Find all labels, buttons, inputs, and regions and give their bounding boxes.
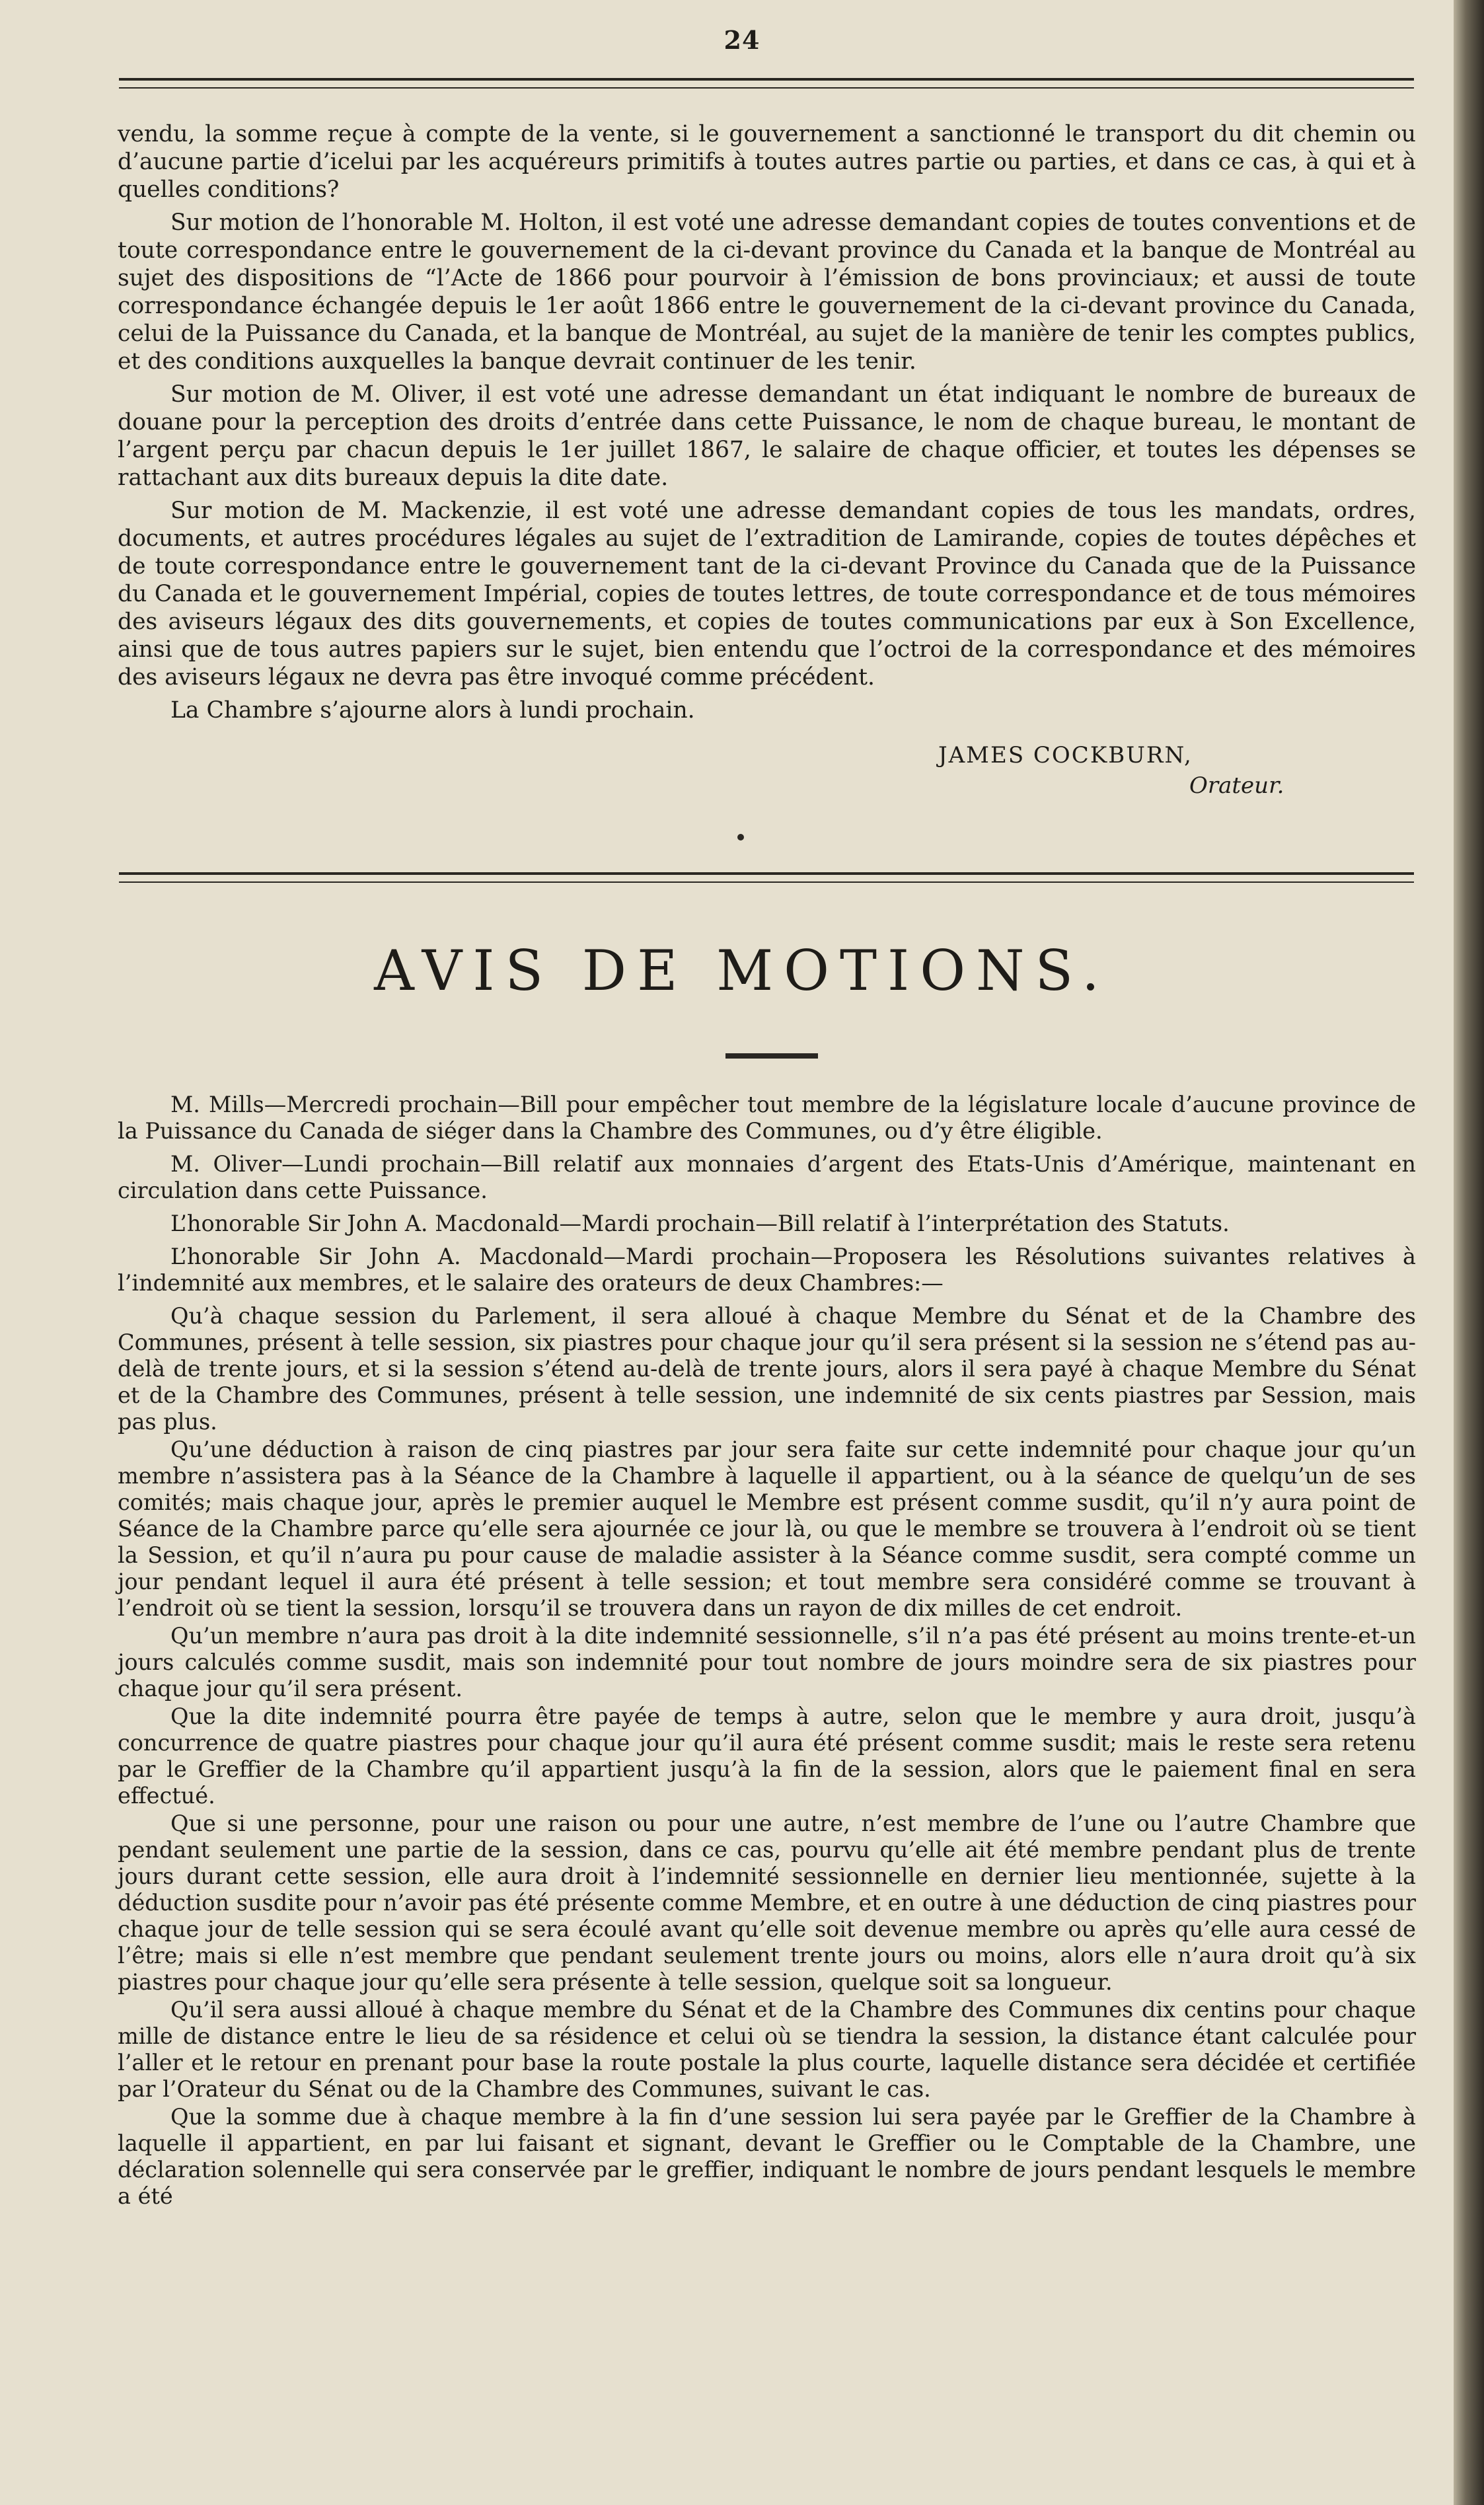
section-divider [119,872,1414,883]
ornament-dot [737,834,744,841]
motion-paragraph: M. Mills—Mercredi prochain—Bill pour empêcher tout membre de la législature locale d’aucune province de la Puissance du Canada de siéger dans la Chambre des Communes, ou d’y être éligible. [118,1092,1416,1144]
signature-block [938,740,1335,801]
motion-paragraph: L’honorable Sir John A. Macdonald—Mardi prochain—Bill relatif à l’interprétation des Statuts. [170,1211,1230,1236]
motion-paragraph: M. Oliver—Lundi prochain—Bill relatif aux monnaies d’argent des Etats-Unis d’Amérique, maintenant en circulation dans cette Puissance. [118,1151,1416,1203]
motion-paragraph: Qu’il sera aussi alloué à chaque membre du Sénat et de la Chambre des Communes dix centins pour chaque mille de distance entre le lieu de sa résidence et celui où se tiendra la session, la distance étant calculée pour l’aller et le retour en prenant pour base la route postale la plus courte, laquelle distance sera décidée et certifiée par l’Orateur du Sénat ou de la Chambre des Communes, suivant le cas. [118,1997,1416,2102]
motions-text [118,1092,1416,2211]
paragraph: Sur motion de M. Mackenzie, il est voté une adresse demandant copies de tous les mandats, ordres, documents, et autres procédures légales au sujet de l’extradition de Lamirande, copies de toutes dépêches et de toute correspondance entre le gouvernement tant de la ci-devant Province du Canada que de la Puissance du Canada et le gouvernement Impérial, copies de toutes lettres, de toute correspondance et de tous mémoires des aviseurs légaux des dits gouvernements, et copies de toutes communications par eux à Son Excellence, ainsi que de tous autres papiers sur le sujet, bien entendu que l’octroi de la correspondance et des mémoires des aviseurs légaux ne devra pas être invoqué comme précédent. [118,498,1416,691]
top-divider [119,78,1414,89]
signatory-title: Orateur. [1189,772,1284,799]
paragraph: Sur motion de M. Oliver, il est voté une adresse demandant un état indiquant le nombre de bureaux de douane pour la perception des droits d’entrée dans cette Puissance, le nom de chaque bureau, le montant de l’argent perçu par chacun depuis le 1er juillet 1867, le salaire de chaque officier, et toutes les dépenses se rattachant aux dits bureaux depuis la dite date. [118,381,1416,491]
page-number: 24 [723,25,761,55]
paragraph: vendu, la somme reçue à compte de la vente, si le gouvernement a sanctionné le transport du dit chemin ou d’aucune partie d’icelui par les acquéreurs primitifs à toutes autres partie ou parties, et dans ce cas, à qui et à quelles conditions? [118,121,1416,203]
proceedings-text [118,120,1416,729]
signatory-name: JAMES COCKBURN, [938,742,1193,768]
motion-paragraph: Qu’à chaque session du Parlement, il sera alloué à chaque Membre du Sénat et de la Chambre des Communes, présent à telle session, six piastres pour chaque jour qu’il sera présent si la session ne s’étend pas au-delà de trente jours, et si la session s’étend au-delà de trente jours, alors il sera payé à chaque Membre du Sénat et de la Chambre des Communes, présent à telle session, une indemnité de six cents piastres par Session, mais pas plus. [118,1303,1416,1435]
motion-paragraph: Que la somme due à chaque membre à la fin d’une session lui sera payée par le Greffier de la Chambre à laquelle il appartient, en par lui faisant et signant, devant le Greffier ou le Comptable de la Chambre, une déclaration solennelle qui sera conservée par le greffier, indiquant le nombre de jours pendant lesquels le membre a été [118,2104,1416,2209]
paragraph: La Chambre s’ajourne alors à lundi prochain. [170,697,695,724]
motion-paragraph: Que la dite indemnité pourra être payée de temps à autre, selon que le membre y aura droit, jusqu’à concurrence de quatre piastres pour chaque jour qu’il aura été présent comme susdit; mais le reste sera retenu par le Greffier de la Chambre qu’il appartient jusqu’à la fin de la session, alors que le paiement final en sera effectué. [118,1703,1416,1809]
paragraph: Sur motion de l’honorable M. Holton, il est voté une adresse demandant copies de toutes conventions et de toute correspondance entre le gouvernement de la ci-devant province du Canada et la banque de Montréal au sujet des dispositions de “l’Acte de 1866 pour pourvoir à l’émission de bons provinciaux; et aussi de toute correspondance échangée depuis le 1er août 1866 entre le gouvernement de la ci-devant province du Canada, celui de la Puissance du Canada, et la banque de Montréal, au sujet de la manière de tenir les comptes publics, et des conditions auxquelles la banque devrait continuer de les tenir. [118,209,1416,375]
book-binding-edge [1454,0,1484,2505]
section-title: AVIS DE MOTIONS. [374,938,1110,1003]
motion-paragraph: Qu’une déduction à raison de cinq piastres par jour sera faite sur cette indemnité pour chaque jour qu’un membre n’assistera pas à la Séance de la Chambre à laquelle il appartient, ou à la séance de quelqu’un de ses comités; mais chaque jour, après le premier auquel le Membre est présent comme susdit, qu’il n’y aura point de Séance de la Chambre parce qu’elle sera ajournée ce jour là, ou que le membre se trouvera à l’endroit où se tient la Session, et qu’il n’aura pu pour cause de maladie assister à la Séance comme susdit, sera compté comme un jour pendant lequel il aura été présent à telle session; et tout membre sera considéré comme se trouvant à l’endroit où se tient la session, lorsqu’il se trouvera dans un rayon de dix milles de cet endroit. [118,1437,1416,1621]
title-underline [725,1053,818,1059]
motion-paragraph: Que si une personne, pour une raison ou pour une autre, n’est membre de l’une ou l’autre Chambre que pendant seulement une partie de la session, dans ce cas, pourvu qu’elle ait été membre pendant plus de trente jours durant cette session, elle aura droit à l’indemnité sessionnelle en dernier lieu mentionnée, sujette à la déduction susdite pour n’avoir pas été présente comme Membre, et en outre à une déduction de cinq piastres pour chaque jour de telle session qui se sera écoulé avant qu’elle soit devenue membre ou après qu’elle aura cessé de l’être; mais si elle n’est membre que pendant seulement trente jours ou moins, alors elle n’aura droit qu’à six piastres pour chaque jour qu’elle sera présente à telle session, quelque soit sa longueur. [118,1811,1416,1995]
motion-paragraph: L’honorable Sir John A. Macdonald—Mardi prochain—Proposera les Résolutions suivantes relatives à l’indemnité aux membres, et le salaire des orateurs de deux Chambres:— [118,1244,1416,1296]
motion-paragraph: Qu’un membre n’aura pas droit à la dite indemnité sessionnelle, s’il n’a pas été présent au moins trente-et-un jours calculés comme susdit, mais son indemnité pour tout nombre de jours moindre sera de six piastres pour chaque jour qu’il sera présent. [118,1623,1416,1701]
